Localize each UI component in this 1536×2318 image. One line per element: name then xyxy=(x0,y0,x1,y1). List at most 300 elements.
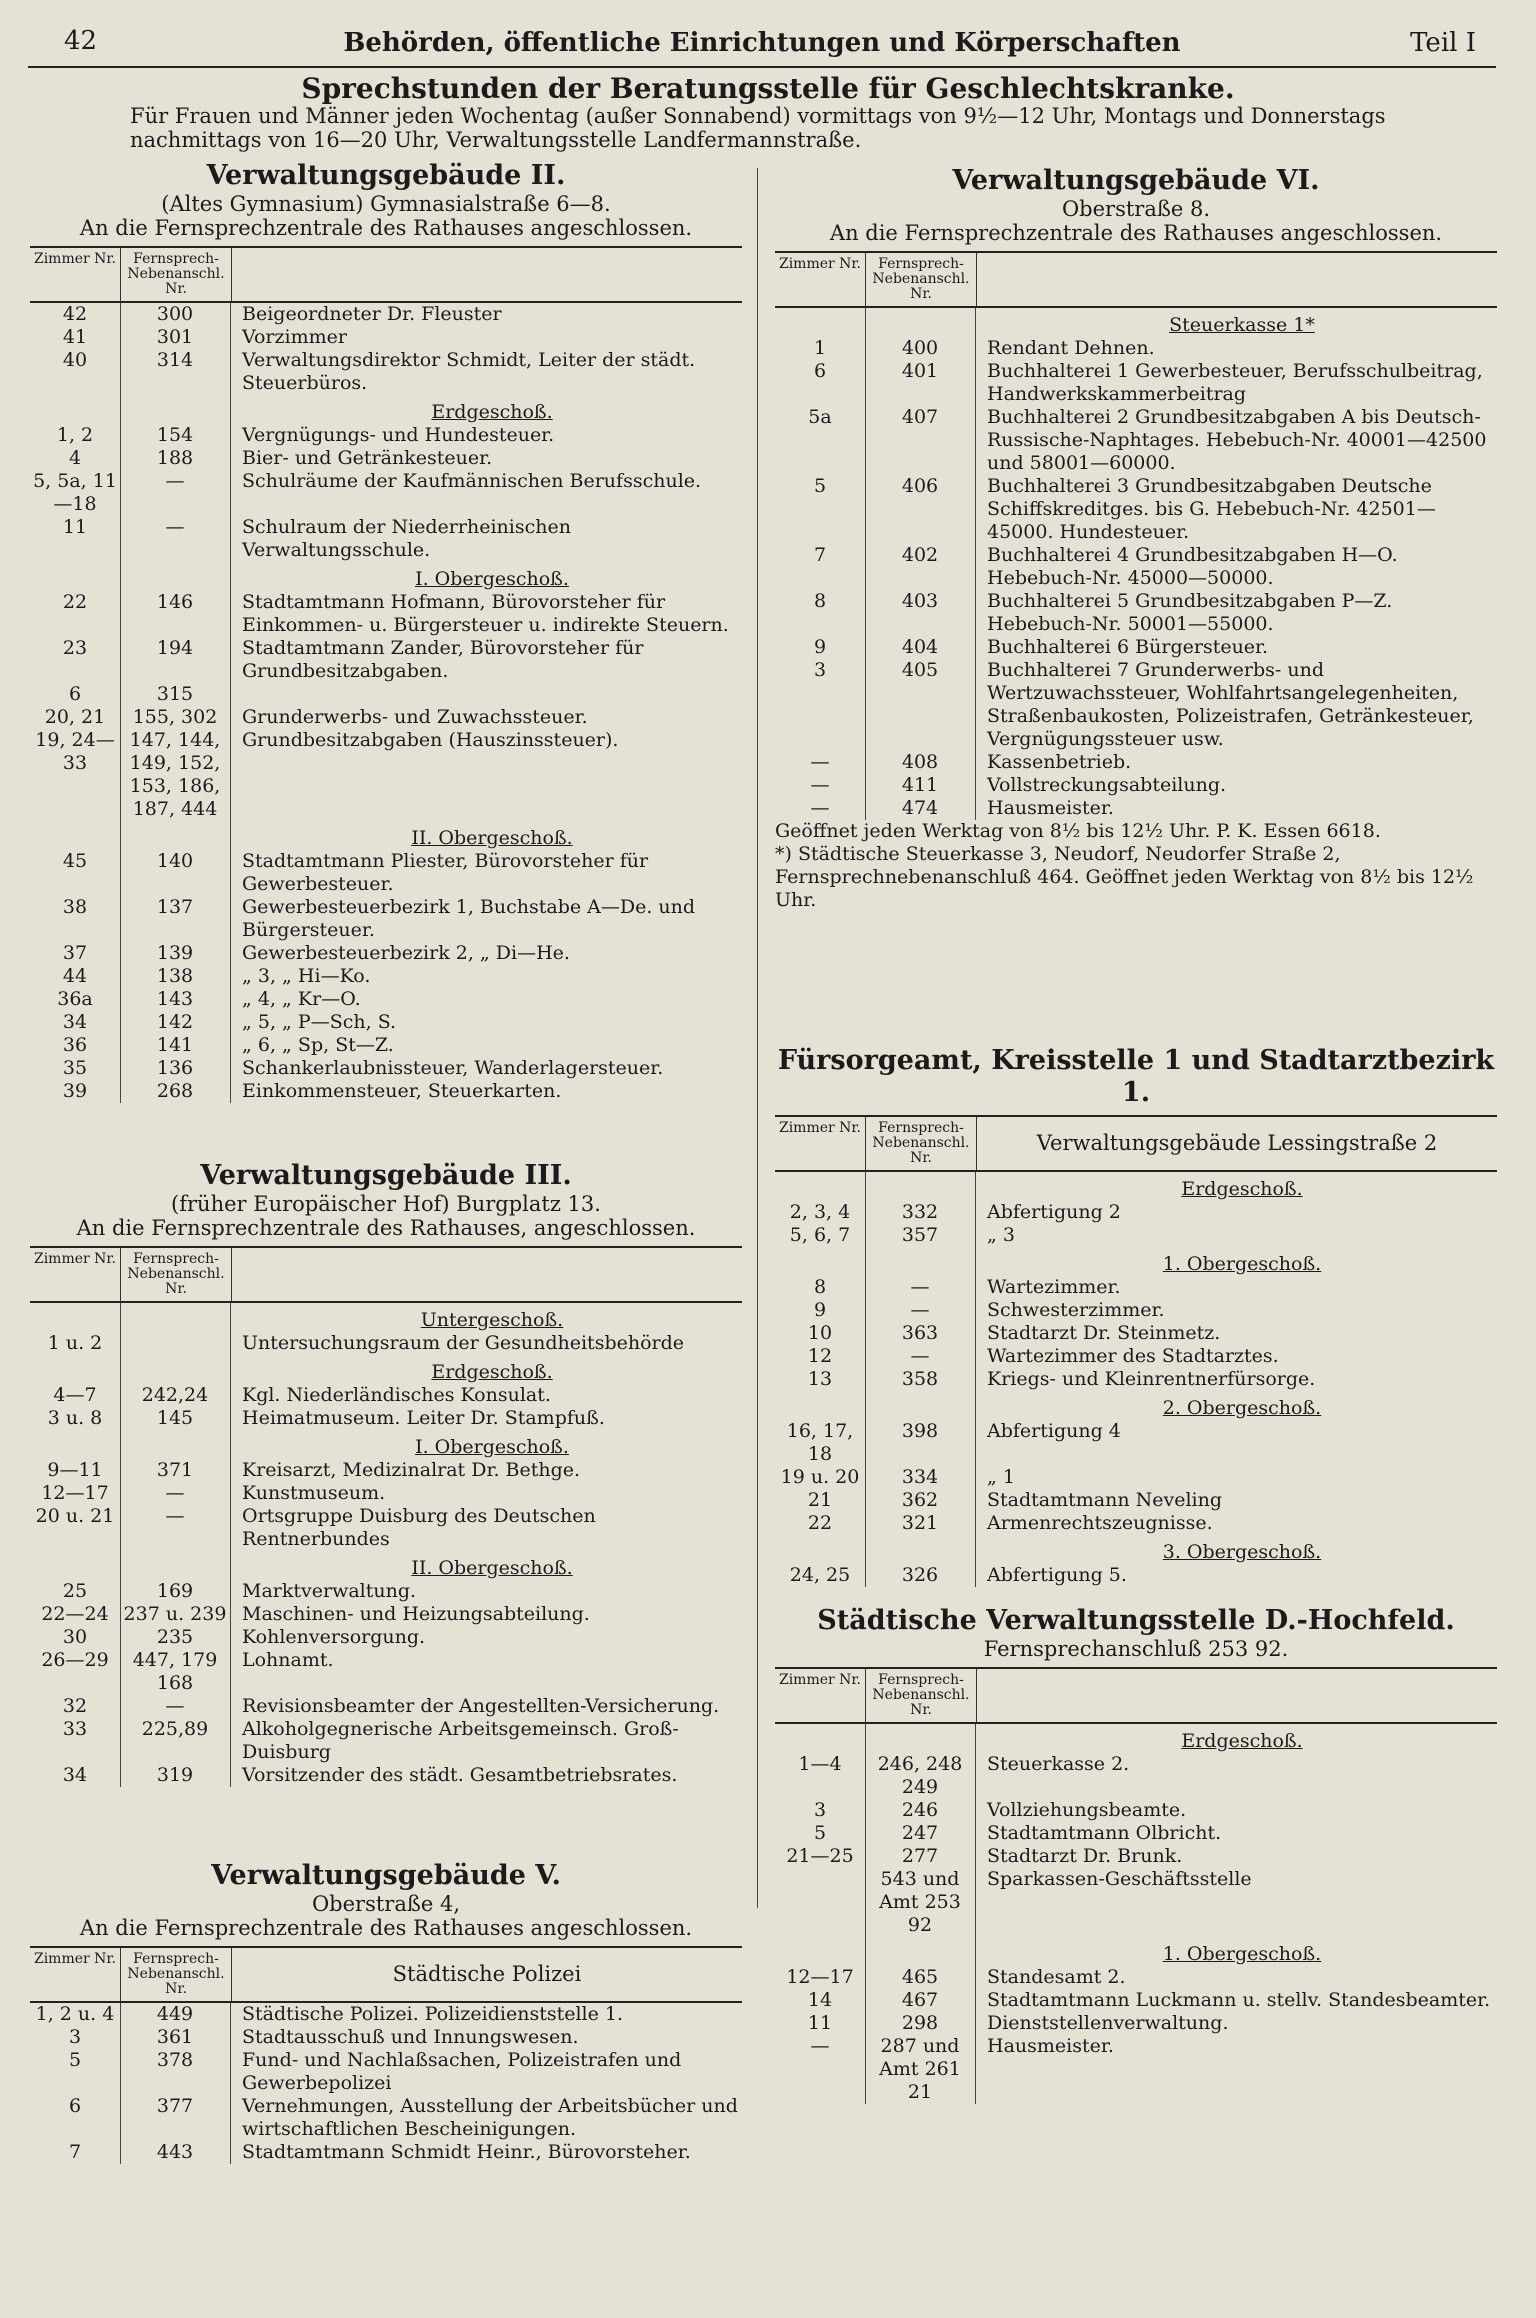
room-description: Vollziehungsbeamte. xyxy=(987,1799,1187,1821)
table-row xyxy=(30,942,742,965)
table-body xyxy=(775,1724,1497,2104)
floor-heading xyxy=(30,395,742,424)
room-description: Wartezimmer. xyxy=(987,1276,1121,1298)
table-row xyxy=(775,1299,1497,1322)
phone-extension: 247 xyxy=(901,1822,939,1844)
table-row xyxy=(30,965,742,988)
phone-extension: 237 u. 239 xyxy=(123,1603,227,1625)
section-title: Verwaltungsgebäude VI. xyxy=(952,165,1320,196)
phone-extension: 154 xyxy=(156,424,194,446)
phone-extension xyxy=(865,1172,975,1201)
room-number: 23 xyxy=(62,637,88,659)
room-description: Stadtamtmann Hofmann, Bürovorsteher für Einkommen- u. Bürgersteuer u. indirekte Steuern. xyxy=(242,591,729,636)
fern-header: Fernsprech- Nebenanschl. Nr. xyxy=(121,248,232,301)
section-address: Oberstraße 8. xyxy=(1061,197,1211,221)
table-row xyxy=(775,774,1497,797)
room-number xyxy=(775,308,865,337)
phone-extension xyxy=(120,821,230,850)
table-heading-empty xyxy=(977,1669,1497,1722)
room-number xyxy=(775,1391,865,1420)
table-row xyxy=(30,1482,742,1505)
room-description: Alkoholgegnerische Arbeitsgemeinsch. Groß-Duisburg xyxy=(242,1718,679,1763)
phone-extension xyxy=(120,1303,230,1332)
room-description: Stadtamtmann Zander, Bürovorsteher für Grundbesitzabgaben. xyxy=(242,637,644,682)
room-description: Schulräume der Kaufmännischen Berufsschule. xyxy=(242,470,702,492)
room-description: „ 3 xyxy=(987,1224,1015,1246)
phone-extension: 401 xyxy=(901,360,939,382)
room-description: „ 5, „ P—Sch, S. xyxy=(242,1011,397,1033)
table-row xyxy=(30,988,742,1011)
phone-extension: — xyxy=(910,1276,930,1298)
phone-extension: 363 xyxy=(901,1322,939,1344)
room-description: Stadtamtmann Schmidt Heinr., Bürovorsteher. xyxy=(242,2141,691,2163)
table-row xyxy=(775,337,1497,360)
table-heading: Verwaltungsgebäude Lessingstraße 2 xyxy=(1036,1131,1438,1155)
table-row xyxy=(775,1799,1497,1822)
floor-heading xyxy=(775,1172,1497,1201)
room-number: 41 xyxy=(62,326,88,348)
table-row xyxy=(30,2049,742,2095)
room-number: 5 xyxy=(813,1822,827,1844)
room-description: Steuerkasse 2. xyxy=(987,1753,1130,1775)
room-description: 1. Obergeschoß. xyxy=(1162,1943,1322,1965)
room-number: 9—11 xyxy=(47,1459,103,1481)
section-vg6 xyxy=(775,165,1497,1045)
room-number: 22—24 xyxy=(41,1603,109,1625)
room-description: Kreisarzt, Medizinalrat Dr. Bethge. xyxy=(242,1459,581,1481)
table-row xyxy=(30,1603,742,1626)
room-description: Vollstreckungsabteilung. xyxy=(987,774,1227,796)
table-row xyxy=(775,1201,1497,1224)
table-row xyxy=(30,850,742,896)
table-row xyxy=(30,637,742,683)
room-description: Buchhalterei 3 Grundbesitzabgaben Deutsche Schiffskreditges. bis G. Hebebuch-Nr. 42501—45000. Hundesteuer. xyxy=(987,475,1436,543)
room-description: 2. Obergeschoß. xyxy=(1162,1397,1322,1419)
phone-extension: 403 xyxy=(901,590,939,612)
room-number xyxy=(30,562,120,591)
table-row xyxy=(775,659,1497,751)
phone-extension: 407 xyxy=(901,406,939,428)
room-number: 42 xyxy=(62,303,88,325)
table-row xyxy=(30,683,742,706)
room-description: Schankerlaubnissteuer, Wanderlagersteuer. xyxy=(242,1057,664,1079)
section-title: Fürsorgeamt, Kreisstelle 1 und Stadtarztbezirk 1. xyxy=(777,1045,1495,1108)
phone-extension: 319 xyxy=(156,1764,194,1786)
table-header xyxy=(775,1115,1497,1172)
section-title: Städtische Verwaltungsstelle D.-Hochfeld. xyxy=(817,1605,1455,1636)
table-row xyxy=(775,1420,1497,1466)
table-row xyxy=(30,729,742,821)
room-number: 7 xyxy=(813,544,827,566)
floor-heading xyxy=(30,821,742,850)
phone-extension xyxy=(865,1724,975,1753)
section-note: An die Fernsprechzentrale des Rathauses, angeschlossen. xyxy=(76,1216,696,1240)
page-title: Behörden, öffentliche Einrichtungen und Körperschaften xyxy=(343,28,1181,58)
section-title: Verwaltungsgebäude V. xyxy=(211,1860,561,1891)
room-description: „ 3, „ Hi—Ko. xyxy=(242,965,371,987)
phone-extension: 155, 302 xyxy=(132,706,218,728)
phone-extension: 411 xyxy=(901,774,939,796)
room-number xyxy=(775,1724,865,1753)
room-description: Marktverwaltung. xyxy=(242,1580,417,1602)
phone-extension: 298 xyxy=(901,2012,939,2034)
floor-heading xyxy=(775,1724,1497,1753)
room-description: Hausmeister. xyxy=(987,797,1114,819)
phone-extension: 242,24 xyxy=(141,1384,209,1406)
room-number: 35 xyxy=(62,1057,88,1079)
room-description: Sparkassen-Geschäftsstelle xyxy=(987,1868,1252,1890)
phone-extension: 398 xyxy=(901,1420,939,1442)
table-row xyxy=(30,326,742,349)
part-label: Teil I xyxy=(1410,28,1476,58)
phone-extension: — xyxy=(910,1299,930,1321)
phone-extension: 225,89 xyxy=(141,1718,209,1740)
table-row xyxy=(775,1345,1497,1368)
table-row xyxy=(775,475,1497,544)
table-row xyxy=(775,406,1497,475)
phone-extension: 141 xyxy=(156,1034,194,1056)
phone-extension: 145 xyxy=(156,1407,194,1429)
table-header xyxy=(30,246,742,303)
room-number: 11 xyxy=(807,2012,833,2034)
phone-extension: 169 xyxy=(156,1580,194,1602)
room-number xyxy=(775,1247,865,1276)
table-body xyxy=(775,308,1497,820)
phone-extension xyxy=(120,1332,230,1355)
phone-extension xyxy=(865,1937,975,1966)
room-number: 9 xyxy=(813,636,827,658)
room-number xyxy=(775,1937,865,1966)
phone-extension: 194 xyxy=(156,637,194,659)
table-header xyxy=(775,251,1497,308)
phone-extension: 377 xyxy=(156,2095,194,2117)
table-header xyxy=(30,1946,742,2003)
room-description: Verwaltungsdirektor Schmidt, Leiter der städt. Steuerbüros. xyxy=(242,349,696,394)
floor-heading xyxy=(775,1535,1497,1564)
room-description: Erdgeschoß. xyxy=(431,401,553,423)
floor-heading xyxy=(30,562,742,591)
table-row xyxy=(775,1368,1497,1391)
section-title: Verwaltungsgebäude III. xyxy=(200,1160,572,1191)
room-description: 3. Obergeschoß. xyxy=(1162,1541,1322,1563)
room-description: Grundbesitzabgaben (Hauszinssteuer). xyxy=(242,729,619,751)
room-description: Bier- und Getränkesteuer. xyxy=(242,447,493,469)
fern-header: Fernsprech- Nebenanschl. Nr. xyxy=(866,1117,977,1170)
room-number: 7 xyxy=(68,2141,82,2163)
room-number: 5 xyxy=(68,2049,82,2071)
table-row xyxy=(30,1057,742,1080)
room-description: Abfertigung 2 xyxy=(987,1201,1121,1223)
room-number: 13 xyxy=(807,1368,833,1390)
room-description: Buchhalterei 2 Grundbesitzabgaben A bis Deutsch-Russische-Naphtages. Hebebuch-Nr. 40001—42500 und 58001—60000. xyxy=(987,406,1487,474)
phone-extension: 300 xyxy=(156,303,194,325)
table-row xyxy=(30,470,742,516)
room-number: 1 xyxy=(813,337,827,359)
phone-extension: 139 xyxy=(156,942,194,964)
room-number: 22 xyxy=(62,591,88,613)
phone-extension xyxy=(120,1430,230,1459)
room-description: Kgl. Niederländisches Konsulat. xyxy=(242,1384,551,1406)
room-description: Stadtamtmann Luckmann u. stellv. Standesbeamter. xyxy=(987,1989,1491,2011)
section-vg2 xyxy=(30,160,742,1160)
room-number: 1—4 xyxy=(798,1753,842,1775)
room-description: Beigeordneter Dr. Fleuster xyxy=(242,303,502,325)
room-number: 44 xyxy=(62,965,88,987)
room-description: Stadtamtmann Neveling xyxy=(987,1489,1223,1511)
zimmer-header: Zimmer Nr. xyxy=(775,1117,866,1170)
phone-extension: 408 xyxy=(901,751,939,773)
table-row xyxy=(775,360,1497,406)
room-description xyxy=(230,683,742,706)
table-row xyxy=(30,1332,742,1355)
table-row xyxy=(775,1489,1497,1512)
room-number: 36 xyxy=(62,1034,88,1056)
room-description: Vorzimmer xyxy=(242,326,347,348)
table-row xyxy=(30,706,742,729)
phone-extension: 138 xyxy=(156,965,194,987)
room-number: 5, 6, 7 xyxy=(789,1224,851,1246)
left-column xyxy=(30,160,742,2164)
table-row xyxy=(775,1822,1497,1845)
table-row xyxy=(30,1011,742,1034)
room-number: 24, 25 xyxy=(789,1564,851,1586)
room-description: Erdgeschoß. xyxy=(1181,1730,1303,1752)
table-row xyxy=(30,1649,742,1695)
table-row xyxy=(30,516,742,562)
phone-extension: 332 xyxy=(901,1201,939,1223)
phone-extension: 301 xyxy=(156,326,194,348)
table-row xyxy=(775,1753,1497,1799)
table-row xyxy=(775,1989,1497,2012)
room-number: 36a xyxy=(57,988,93,1010)
floor-heading xyxy=(775,1391,1497,1420)
table-row xyxy=(775,1322,1497,1345)
section-vg3 xyxy=(30,1160,742,1860)
room-description: Wartezimmer des Stadtarztes. xyxy=(987,1345,1279,1367)
room-number xyxy=(775,1868,865,1937)
room-number: 4 xyxy=(68,447,82,469)
phone-extension xyxy=(120,1551,230,1580)
section-address: (Altes Gymnasium) Gymnasialstraße 6—8. xyxy=(161,192,611,216)
table-row xyxy=(775,1564,1497,1587)
room-description: Städtische Polizei. Polizeidienststelle 1. xyxy=(242,2003,624,2025)
room-number: 5a xyxy=(808,406,832,428)
phone-extension: 235 xyxy=(156,1626,194,1648)
floor-heading xyxy=(30,1551,742,1580)
phone-extension: 443 xyxy=(156,2141,194,2163)
room-description: 1. Obergeschoß. xyxy=(1162,1253,1322,1275)
room-description: Stadtarzt Dr. Steinmetz. xyxy=(987,1322,1221,1344)
room-description: Dienststellenverwaltung. xyxy=(987,2012,1229,2034)
room-description: Vergnügungs- und Hundesteuer. xyxy=(242,424,555,446)
table-row xyxy=(30,2003,742,2026)
phone-extension: 362 xyxy=(901,1489,939,1511)
room-number: 6 xyxy=(68,2095,82,2117)
table-header xyxy=(30,1246,742,1303)
room-description: II. Obergeschoß. xyxy=(411,1557,573,1579)
table-row xyxy=(30,1034,742,1057)
table-row xyxy=(30,591,742,637)
room-number: 12 xyxy=(807,1345,833,1367)
room-number: 6 xyxy=(813,360,827,382)
section-fa xyxy=(775,1045,1497,1605)
table-row xyxy=(30,2141,742,2164)
phone-extension: 143 xyxy=(156,988,194,1010)
room-number: 1, 2 u. 4 xyxy=(35,2003,115,2025)
room-description: Hausmeister. xyxy=(987,2035,1114,2057)
phone-extension xyxy=(865,1535,975,1564)
room-number: 14 xyxy=(807,1989,833,2011)
room-description: Schulraum der Niederrheinischen Verwaltungsschule. xyxy=(242,516,571,561)
table-row xyxy=(30,447,742,470)
section-note: An die Fernsprechzentrale des Rathauses angeschlossen. xyxy=(79,1916,693,1940)
fern-header: Fernsprech- Nebenanschl. Nr. xyxy=(121,1248,232,1301)
room-description: Einkommensteuer, Steuerkarten. xyxy=(242,1080,562,1102)
phone-extension xyxy=(865,308,975,337)
room-description: Vorsitzender des städt. Gesamtbetriebsrates. xyxy=(242,1764,678,1786)
room-description: Schwesterzimmer. xyxy=(987,1299,1165,1321)
phone-extension: 334 xyxy=(901,1466,939,1488)
room-number: 2, 3, 4 xyxy=(789,1201,851,1223)
phone-extension: 402 xyxy=(901,544,939,566)
table-row xyxy=(775,1466,1497,1489)
room-description: Vernehmungen, Ausstellung der Arbeitsbücher und wirtschaftlichen Bescheinigungen. xyxy=(242,2095,738,2140)
room-number: 12—17 xyxy=(786,1966,854,1988)
section-address: Oberstraße 4, xyxy=(311,1892,461,1916)
room-description: Gewerbesteuerbezirk 2, „ Di—He. xyxy=(242,942,570,964)
room-number: 3 xyxy=(813,1799,827,1821)
room-number: 8 xyxy=(813,590,827,612)
room-description: Erdgeschoß. xyxy=(431,1361,553,1383)
room-number: 45 xyxy=(62,850,88,872)
room-number: 3 xyxy=(68,2026,82,2048)
table-row xyxy=(30,1580,742,1603)
room-number: 5, 5a, 11—18 xyxy=(33,470,117,515)
room-number: 37 xyxy=(62,942,88,964)
room-number: 1, 2 xyxy=(56,424,94,446)
room-number: 1 u. 2 xyxy=(47,1332,103,1354)
room-number: 21—25 xyxy=(786,1845,854,1867)
room-description: Kohlenversorgung. xyxy=(242,1626,426,1648)
table-row xyxy=(30,1718,742,1764)
section-vg5 xyxy=(30,1860,742,2164)
room-number: 22 xyxy=(807,1512,833,1534)
phone-extension: 147, 144, 149, 152, 153, 186, 187, 444 xyxy=(129,729,221,820)
floor-heading xyxy=(775,1247,1497,1276)
table-heading: Städtische Polizei xyxy=(392,1962,582,1986)
room-description: Stadtausschuß und Innungswesen. xyxy=(242,2026,579,2048)
phone-extension: 371 xyxy=(156,1459,194,1481)
room-number xyxy=(30,1551,120,1580)
room-description: Abfertigung 4 xyxy=(987,1420,1121,1442)
table-row xyxy=(30,303,742,326)
phone-extension: 246 xyxy=(901,1799,939,1821)
phone-extension: — xyxy=(165,1695,185,1717)
room-description: I. Obergeschoß. xyxy=(415,1436,569,1458)
phone-extension: 406 xyxy=(901,475,939,497)
room-description: Maschinen- und Heizungsabteilung. xyxy=(242,1603,590,1625)
room-number: 9 xyxy=(813,1299,827,1321)
phone-extension: 447, 179 168 xyxy=(132,1649,218,1694)
room-number: 34 xyxy=(62,1011,88,1033)
room-number: — xyxy=(810,774,830,796)
room-description: „ 1 xyxy=(987,1466,1015,1488)
phone-extension: 474 xyxy=(901,797,939,819)
room-number: 16, 17, 18 xyxy=(786,1420,854,1465)
phone-extension: 314 xyxy=(156,349,194,371)
phone-extension: 140 xyxy=(156,850,194,872)
room-number xyxy=(775,1535,865,1564)
room-number xyxy=(775,1172,865,1201)
table-row xyxy=(775,1868,1497,1937)
room-number xyxy=(30,1355,120,1384)
footnote: *) Städtische Steuerkasse 3, Neudorf, Neudorfer Straße 2, Fernsprechnebenanschluß 464. Geöffnet jeden Werktag von 8½ bis 12½ Uhr. xyxy=(775,843,1474,911)
phone-extension: 465 xyxy=(901,1966,939,1988)
phone-extension: 188 xyxy=(156,447,194,469)
table-row xyxy=(30,2095,742,2141)
phone-extension: — xyxy=(165,1505,185,1527)
room-number xyxy=(30,395,120,424)
table-row xyxy=(30,1695,742,1718)
phone-extension: 246, 248 249 xyxy=(877,1753,963,1798)
room-number: 19, 24—33 xyxy=(35,729,115,774)
room-description: „ 6, „ Sp, St—Z. xyxy=(242,1034,394,1056)
floor-heading xyxy=(775,1937,1497,1966)
page-header xyxy=(28,20,1496,68)
room-number: — xyxy=(810,751,830,773)
table-row xyxy=(30,1459,742,1482)
phone-extension: 405 xyxy=(901,659,939,681)
phone-extension: 357 xyxy=(901,1224,939,1246)
fern-header: Fernsprech- Nebenanschl. Nr. xyxy=(866,253,977,306)
table-row xyxy=(30,2026,742,2049)
room-description: Standesamt 2. xyxy=(987,1966,1126,1988)
room-description: Stadtarzt Dr. Brunk. xyxy=(987,1845,1183,1867)
phone-extension: 404 xyxy=(901,636,939,658)
table-row xyxy=(775,1512,1497,1535)
room-number xyxy=(30,1303,120,1332)
room-number: 6 xyxy=(68,683,82,705)
room-description: Stadtamtmann Pliester, Bürovorsteher für Gewerbesteuer. xyxy=(242,850,649,895)
fern-header: Fernsprech- Nebenanschl. Nr. xyxy=(121,1948,232,2001)
room-number: 38 xyxy=(62,896,88,918)
room-number: 3 u. 8 xyxy=(47,1407,103,1429)
room-number: 25 xyxy=(62,1580,88,1602)
phone-extension: 321 xyxy=(901,1512,939,1534)
zimmer-header: Zimmer Nr. xyxy=(30,1948,121,2001)
page-number: 42 xyxy=(64,26,98,56)
table-heading-empty xyxy=(977,253,1497,306)
room-number: 3 xyxy=(813,659,827,681)
section-address: (früher Europäischer Hof) Burgplatz 13. xyxy=(171,1192,601,1216)
zimmer-header: Zimmer Nr. xyxy=(30,1248,121,1301)
room-description: Kunstmuseum. xyxy=(242,1482,386,1504)
table-row xyxy=(30,1626,742,1649)
phone-extension: 142 xyxy=(156,1011,194,1033)
right-column xyxy=(775,165,1497,2104)
room-number: 34 xyxy=(62,1764,88,1786)
room-description: Ortsgruppe Duisburg des Deutschen Rentnerbundes xyxy=(242,1505,596,1550)
zimmer-header: Zimmer Nr. xyxy=(775,1669,866,1722)
room-description: Erdgeschoß. xyxy=(1181,1178,1303,1200)
column-divider xyxy=(757,168,758,1908)
phone-extension xyxy=(120,562,230,591)
room-description: Steuerkasse 1* xyxy=(1169,314,1315,336)
room-description: Untersuchungsraum der Gesundheitsbehörde xyxy=(242,1332,685,1354)
room-description: Rendant Dehnen. xyxy=(987,337,1155,359)
table-row xyxy=(30,1764,742,1787)
table-row xyxy=(30,1384,742,1407)
